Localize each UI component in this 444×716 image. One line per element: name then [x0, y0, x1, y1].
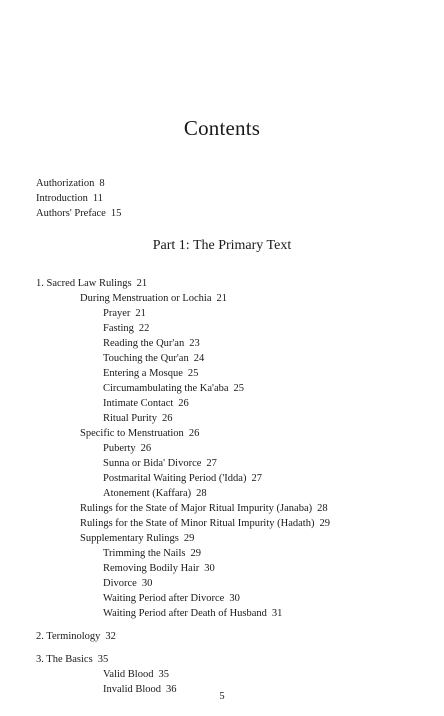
- toc-entry-label: 1. Sacred Law Rulings: [36, 278, 132, 289]
- toc-entry-page: 30: [229, 593, 240, 604]
- toc-entry-page: 11: [92, 193, 104, 204]
- toc-entry-label: Atonement (Kaffara): [103, 488, 192, 499]
- toc-entry-page: 25: [233, 383, 245, 394]
- toc-entry-label: Postmarital Waiting Period ('Idda): [103, 473, 247, 484]
- toc-entry-label: Entering a Mosque: [103, 368, 183, 379]
- toc-entry: [36, 486, 426, 501]
- toc-entry-page: 21: [216, 293, 228, 304]
- toc-entry: [36, 591, 426, 606]
- toc-entry-label: Introduction: [36, 193, 88, 204]
- toc-entry-page: 36: [166, 684, 177, 695]
- toc-entry-label: Fasting: [103, 323, 134, 334]
- toc-entry-page: 23: [189, 338, 200, 349]
- toc-entry: [36, 291, 426, 306]
- toc-entry: [36, 366, 426, 381]
- toc-section: [36, 276, 426, 291]
- toc-entry-page: 27: [251, 473, 262, 484]
- toc-entry-page: 26: [178, 398, 189, 409]
- toc-entry-page: 28: [317, 503, 328, 514]
- toc-entry-label: Authorization: [36, 178, 95, 189]
- toc-entry: [36, 191, 121, 206]
- toc-entry-label: Puberty: [103, 443, 136, 454]
- toc-entry-label: Invalid Blood: [103, 684, 162, 695]
- toc-entry-page: 22: [138, 323, 150, 334]
- toc-entry-label: 2. Terminology: [36, 631, 101, 642]
- toc-entry: [36, 606, 426, 621]
- toc-entry-page: 8: [99, 178, 105, 189]
- toc-entry: [36, 561, 426, 576]
- page-number: 5: [219, 691, 225, 702]
- toc-section: [36, 629, 426, 644]
- toc-entry-page: 21: [136, 278, 148, 289]
- page-title: Contents: [183, 116, 261, 140]
- toc-entry-label: Intimate Contact: [103, 398, 174, 409]
- toc-entry-label: 3. The Basics: [36, 654, 93, 665]
- toc-entry-page: 29: [190, 548, 201, 559]
- toc-entry-page: 24: [193, 353, 205, 364]
- toc-entry-page: 26: [161, 413, 173, 424]
- toc-entry-label: Valid Blood: [103, 669, 154, 680]
- toc-entry-page: 26: [140, 443, 152, 454]
- toc-entry: [36, 381, 426, 396]
- toc-entry: [36, 411, 426, 426]
- toc-entry: [36, 471, 426, 486]
- toc-entry-label: Rulings for the State of Minor Ritual Impurity (Hadath): [80, 518, 315, 529]
- toc-entry: [36, 667, 426, 682]
- toc-entry: [36, 321, 426, 336]
- part-heading: Part 1: The Primary Text: [152, 238, 292, 253]
- toc-entry-label: Reading the Qur'an: [103, 338, 185, 349]
- toc-entry-label: Prayer: [103, 308, 131, 319]
- toc-entry-label: Touching the Qur'an: [103, 353, 189, 364]
- toc-entry-label: Waiting Period after Divorce: [103, 593, 225, 604]
- toc-entry: [36, 516, 426, 531]
- toc-entry-page: 31: [271, 608, 283, 619]
- front-matter-list: [36, 176, 121, 221]
- toc-section: [36, 652, 426, 667]
- toc-entry-page: 28: [196, 488, 207, 499]
- toc-entry: [36, 176, 121, 191]
- toc-entry-label: During Menstruation or Lochia: [80, 293, 212, 304]
- toc-entry-label: Divorce: [103, 578, 137, 589]
- toc-entry-label: Authors' Preface: [36, 208, 106, 219]
- toc-entry-page: 35: [158, 669, 169, 680]
- toc-entry-label: Trimming the Nails: [103, 548, 186, 559]
- toc-entry: [36, 576, 426, 591]
- toc-entry-label: Specific to Menstruation: [80, 428, 184, 439]
- toc-entry-page: 30: [204, 563, 215, 574]
- toc-entry-page: 15: [110, 208, 122, 219]
- toc-entry-page: 30: [141, 578, 153, 589]
- toc-entry: [36, 426, 426, 441]
- toc-entry: [36, 456, 426, 471]
- toc-entry-label: Rulings for the State of Major Ritual Impurity (Janaba): [80, 503, 313, 514]
- toc-entry-page: 29: [319, 518, 330, 529]
- toc-entry: [36, 351, 426, 366]
- toc-entry-page: 25: [187, 368, 199, 379]
- toc-entry-label: Sunna or Bida' Divorce: [103, 458, 202, 469]
- toc-entry-page: 26: [188, 428, 200, 439]
- toc-entry: [36, 441, 426, 456]
- toc-entry: [36, 501, 426, 516]
- toc-entry: [36, 336, 426, 351]
- toc-entry-page: 32: [105, 631, 116, 642]
- toc-entry-page: 21: [135, 308, 146, 319]
- toc-entry: [36, 531, 426, 546]
- toc-entry-label: Ritual Purity: [103, 413, 157, 424]
- toc-entry-page: 29: [183, 533, 195, 544]
- toc-entry: [36, 396, 426, 411]
- toc-entry-page: 27: [206, 458, 217, 469]
- toc-entry-label: Waiting Period after Death of Husband: [103, 608, 267, 619]
- toc-entry: [36, 206, 121, 221]
- toc-entry: [36, 306, 426, 321]
- toc-entry-label: Supplementary Rulings: [80, 533, 179, 544]
- toc-entry-label: Removing Bodily Hair: [103, 563, 200, 574]
- toc-entry-page: 35: [97, 654, 109, 665]
- toc-entry: [36, 546, 426, 561]
- toc-entry-label: Circumambulating the Ka'aba: [103, 383, 229, 394]
- toc-list: [36, 276, 426, 697]
